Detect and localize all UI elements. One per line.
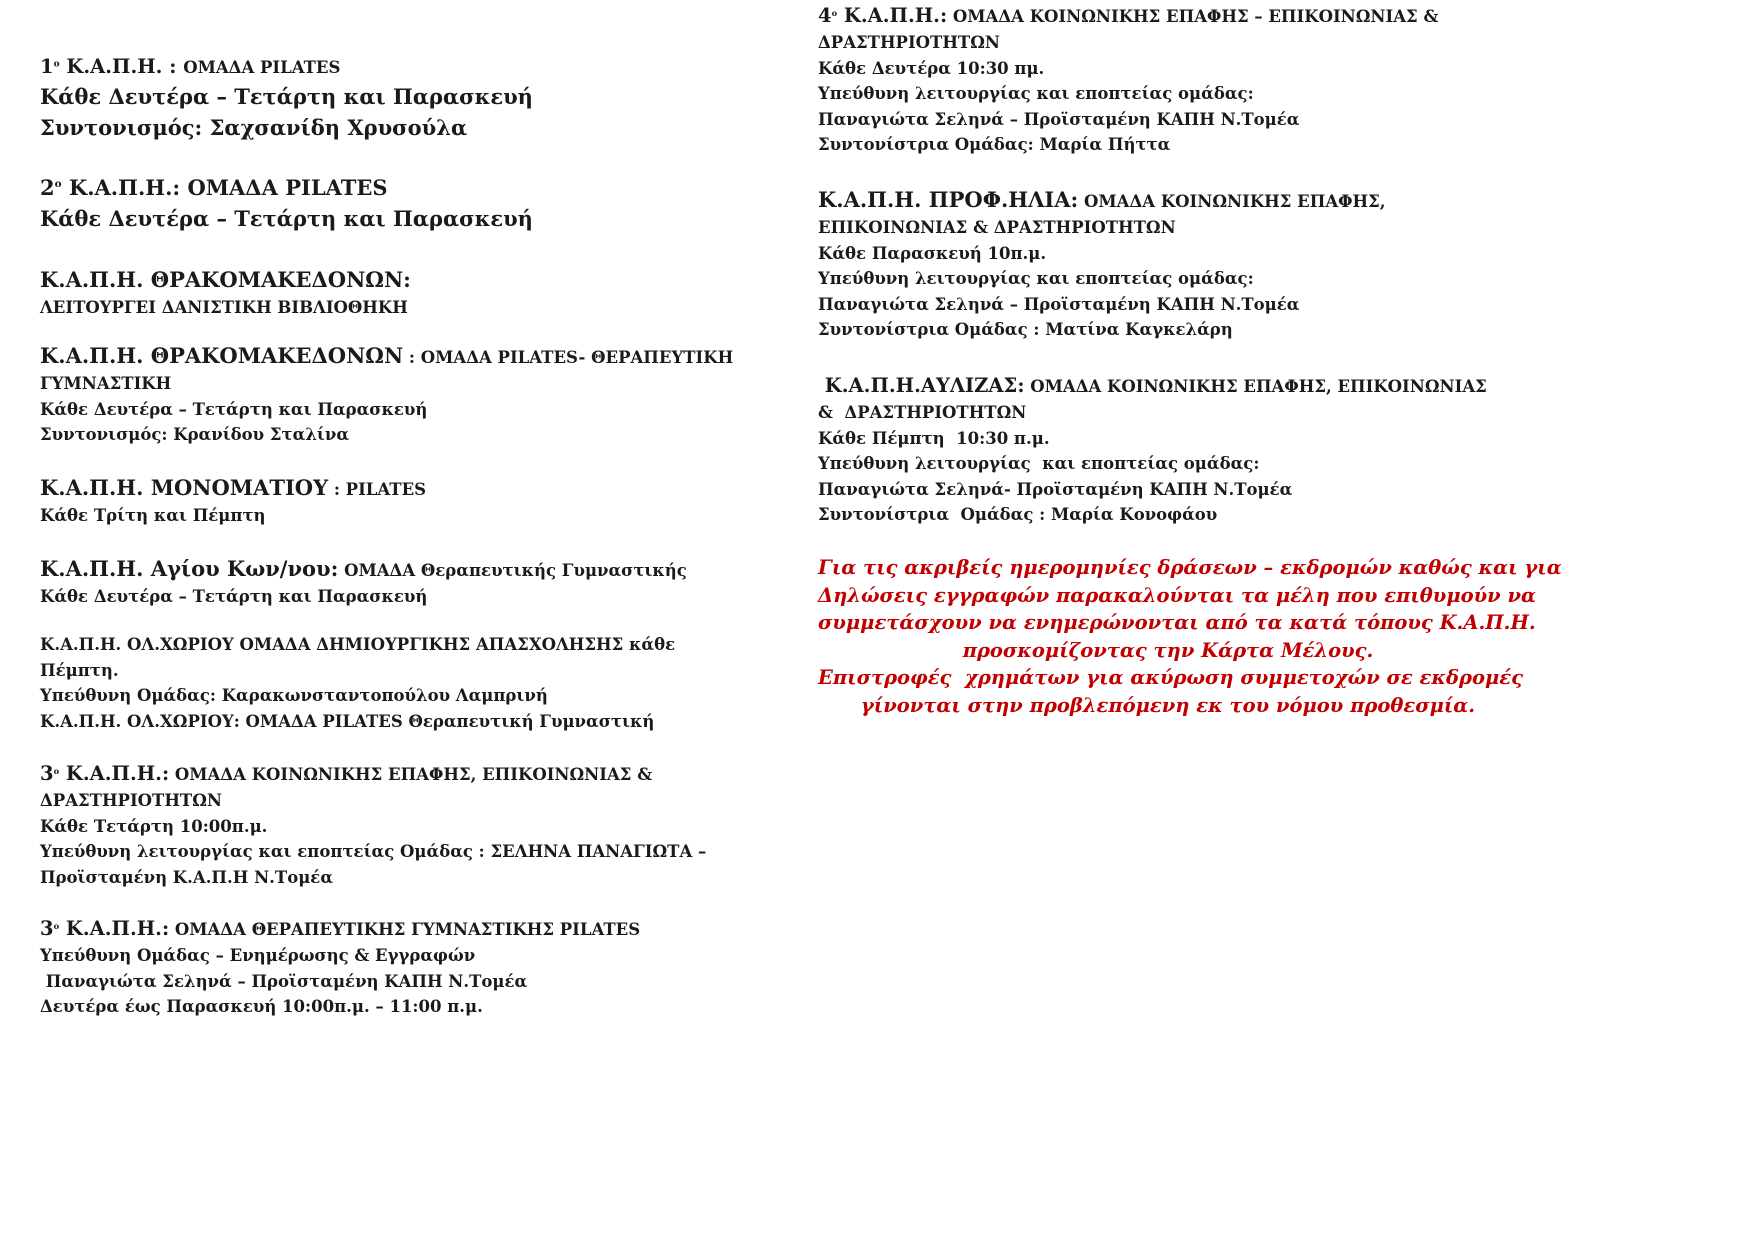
entry-3-kapi-therapeutic bbox=[40, 916, 740, 1020]
entry-heading: $1^o$ Κ.Α.Π.Η. : ΟΜΑΔΑ PILATES bbox=[40, 55, 341, 78]
entry-prof-ilia-social bbox=[818, 187, 1518, 343]
heading-continuation: ΓΥΜΝΑΣΤΙΚΗ bbox=[40, 374, 172, 393]
supervisor-line: Υπεύθυνη λειτουργίας και εποπτείας ομάδας: bbox=[818, 454, 1260, 473]
entry-heading: $3^o$ Κ.Α.Π.Η.: ΟΜΑΔΑ ΚΟΙΝΩΝΙΚΗΣ ΕΠΑΦΗΣ, ΕΠΙΚΟΙΝΩΝΙΑΣ & bbox=[40, 762, 653, 785]
entry-agiou-konstantinou bbox=[40, 556, 740, 610]
entry-heading: Κ.Α.Π.Η. Αγίου Κων/νου: ΟΜΑΔΑ Θεραπευτικής Γυμναστικής bbox=[40, 556, 687, 581]
secondary-heading: Κ.Α.Π.Η. ΟΛ.ΧΩΡΙΟΥ: ΟΜΑΔΑ PILATES Θεραπευτική Γυμναστική bbox=[40, 711, 655, 731]
supervisor-name-line: Παναγιώτα Σεληνά – Προϊσταμένη ΚΑΠΗ Ν.Τομέα bbox=[818, 294, 1300, 314]
coordinator-line: Συντονισμός: Κρανίδου Σταλίνα bbox=[40, 425, 350, 444]
supervisor-name-line: Παναγιώτα Σεληνά – Προϊσταμένη ΚΑΠΗ Ν.Τομέα bbox=[40, 971, 528, 991]
entry-2-kapi-pilates bbox=[40, 172, 740, 234]
registration-notice bbox=[818, 554, 1562, 719]
schedule-line: Κάθε Δευτέρα – Τετάρτη και Παρασκευή bbox=[40, 587, 428, 606]
entry-heading: $3^o$ Κ.Α.Π.Η.: ΟΜΑΔΑ ΘΕΡΑΠΕΥΤΙΚΗΣ ΓΥΜΝΑΣΤΙΚΗΣ PILATES bbox=[40, 917, 641, 940]
heading-continuation: ΔΡΑΣΤΗΡΙΟΤΗΤΩΝ bbox=[40, 791, 222, 810]
supervisor-line: Υπεύθυνη λειτουργίας και εποπτείας ομάδας: bbox=[818, 269, 1254, 288]
entry-avlizas-social bbox=[818, 373, 1518, 528]
heading-continuation: ΕΠΙΚΟΙΝΩΝΙΑΣ & ΔΡΑΣΤΗΡΙΟΤΗΤΩΝ bbox=[818, 218, 1176, 237]
supervisor-title-line: Προϊσταμένη Κ.Α.Π.Η Ν.Τομέα bbox=[40, 867, 334, 887]
schedule-line: Κάθε Δευτέρα – Τετάρτη και Παρασκευή bbox=[40, 84, 533, 109]
supervisor-line: Υπεύθυνη Ομάδας – Ενημέρωσης & Εγγραφών bbox=[40, 946, 476, 965]
coordinator-line: Συντονίστρια Ομάδας : Μαρία Κονοφάου bbox=[818, 505, 1218, 524]
schedule-line: Κάθε Παρασκευή 10π.μ. bbox=[818, 243, 1047, 263]
entry-ol-choriou bbox=[40, 632, 740, 734]
entry-4-kapi-social bbox=[818, 3, 1518, 158]
notice-line: Επιστροφές χρημάτων για ακύρωση συμμετοχών σε εκδρομές bbox=[818, 666, 1523, 689]
schedule-line: Κάθε Τρίτη και Πέμπτη bbox=[40, 506, 266, 525]
notice-line: γίνονται στην προβλεπόμενη εκ του νόμου προθεσμία. bbox=[860, 693, 1476, 717]
entry-thrakomakedonon-library bbox=[40, 264, 740, 321]
description-line: ΛΕΙΤΟΥΡΓΕΙ ΔΑΝΙΣΤΙΚΗ ΒΙΒΛΙΟΘΗΚΗ bbox=[40, 298, 408, 317]
supervisor-name-line: Παναγιώτα Σεληνά- Προϊσταμένη ΚΑΠΗ Ν.Τομέα bbox=[818, 479, 1293, 499]
entry-heading: Κ.Α.Π.Η.ΑΥΛΙΖΑΣ: ΟΜΑΔΑ ΚΟΙΝΩΝΙΚΗΣ ΕΠΑΦΗΣ, ΕΠΙΚΟΙΝΩΝΙΑΣ bbox=[818, 374, 1487, 397]
coordinator-line: Συντονίστρια Ομάδας : Ματίνα Καγκελάρη bbox=[818, 320, 1233, 339]
notice-line: συμμετάσχουν να ενημερώνονται από τα κατά τόπους Κ.Α.Π.Η. bbox=[818, 611, 1536, 634]
schedule-line: Δευτέρα έως Παρασκευή 10:00π.μ. – 11:00 π.μ. bbox=[40, 997, 483, 1016]
coordinator-line: Συντονίστρια Ομάδας: Μαρία Πήττα bbox=[818, 135, 1171, 154]
entry-heading: $2^o$ Κ.Α.Π.Η.: ΟΜΑΔΑ PILATES bbox=[40, 175, 388, 200]
entry-heading: Κ.Α.Π.Η. ΘΡΑΚΟΜΑΚΕΔΟΝΩΝ : ΟΜΑΔΑ PILATES- ΘΕΡΑΠΕΥΤΙΚΗ bbox=[40, 343, 734, 368]
heading-continuation: ΔΡΑΣΤΗΡΙΟΤΗΤΩΝ bbox=[818, 33, 1000, 52]
entry-heading: Κ.Α.Π.Η. ΠΡΟΦ.ΗΛΙΑ: ΟΜΑΔΑ ΚΟΙΝΩΝΙΚΗΣ ΕΠΑΦΗΣ, bbox=[818, 187, 1386, 212]
entry-monomatiou-pilates bbox=[40, 475, 740, 529]
entry-heading: $4^o$ Κ.Α.Π.Η.: ΟΜΑΔΑ ΚΟΙΝΩΝΙΚΗΣ ΕΠΑΦΗΣ – ΕΠΙΚΟΙΝΩΝΙΑΣ & bbox=[818, 4, 1439, 27]
entry-heading: Κ.Α.Π.Η. ΜΟΝΟΜΑΤΙΟΥ : PILATES bbox=[40, 475, 427, 500]
schedule-line: Κάθε Δευτέρα – Τετάρτη και Παρασκευή bbox=[40, 206, 533, 231]
schedule-line: Κάθε Δευτέρα 10:30 πμ. bbox=[818, 58, 1045, 78]
notice-line: Για τις ακριβείς ημερομηνίες δράσεων – εκδρομών καθώς και για bbox=[818, 556, 1562, 579]
coordinator-line: Συντονισμός: Σαχσανίδη Χρυσούλα bbox=[40, 115, 468, 140]
heading-continuation: & ΔΡΑΣΤΗΡΙΟΤΗΤΩΝ bbox=[818, 403, 1027, 422]
entry-thrakomakedonon-pilates bbox=[40, 343, 740, 448]
entry-heading: Κ.Α.Π.Η. ΟΛ.ΧΩΡΙΟΥ ΟΜΑΔΑ ΔΗΜΙΟΥΡΓΙΚΗΣ ΑΠΑΣΧΟΛΗΣΗΣ κάθε bbox=[40, 635, 676, 654]
notice-line: προσκομίζοντας την Κάρτα Μέλους. bbox=[962, 638, 1374, 662]
supervisor-name-line: Παναγιώτα Σεληνά – Προϊσταμένη ΚΑΠΗ Ν.Τομέα bbox=[818, 109, 1300, 129]
schedule-line: Κάθε Δευτέρα – Τετάρτη και Παρασκευή bbox=[40, 399, 428, 419]
entry-1-kapi-pilates bbox=[40, 54, 740, 143]
heading-continuation: Πέμπτη. bbox=[40, 660, 119, 680]
entry-3-kapi-social bbox=[40, 761, 740, 890]
supervisor-line: Υπεύθυνη λειτουργίας και εποπτείας Ομάδας : ΣΕΛΗΝΑ ΠΑΝΑΓΙΩΤΑ – bbox=[40, 842, 707, 861]
supervisor-line: Υπεύθυνη λειτουργίας και εποπτείας ομάδας: bbox=[818, 84, 1254, 103]
schedule-line: Κάθε Τετάρτη 10:00π.μ. bbox=[40, 816, 268, 836]
coordinator-line: Υπεύθυνη Ομάδας: Καρακωνσταντοπούλου Λαμπρινή bbox=[40, 686, 548, 705]
schedule-line: Κάθε Πέμπτη 10:30 π.μ. bbox=[818, 428, 1050, 448]
entry-heading: Κ.Α.Π.Η. ΘΡΑΚΟΜΑΚΕΔΟΝΩΝ: bbox=[40, 267, 411, 292]
notice-line: Δηλώσεις εγγραφών παρακαλούνται τα μέλη που επιθυμούν να bbox=[818, 583, 1536, 607]
